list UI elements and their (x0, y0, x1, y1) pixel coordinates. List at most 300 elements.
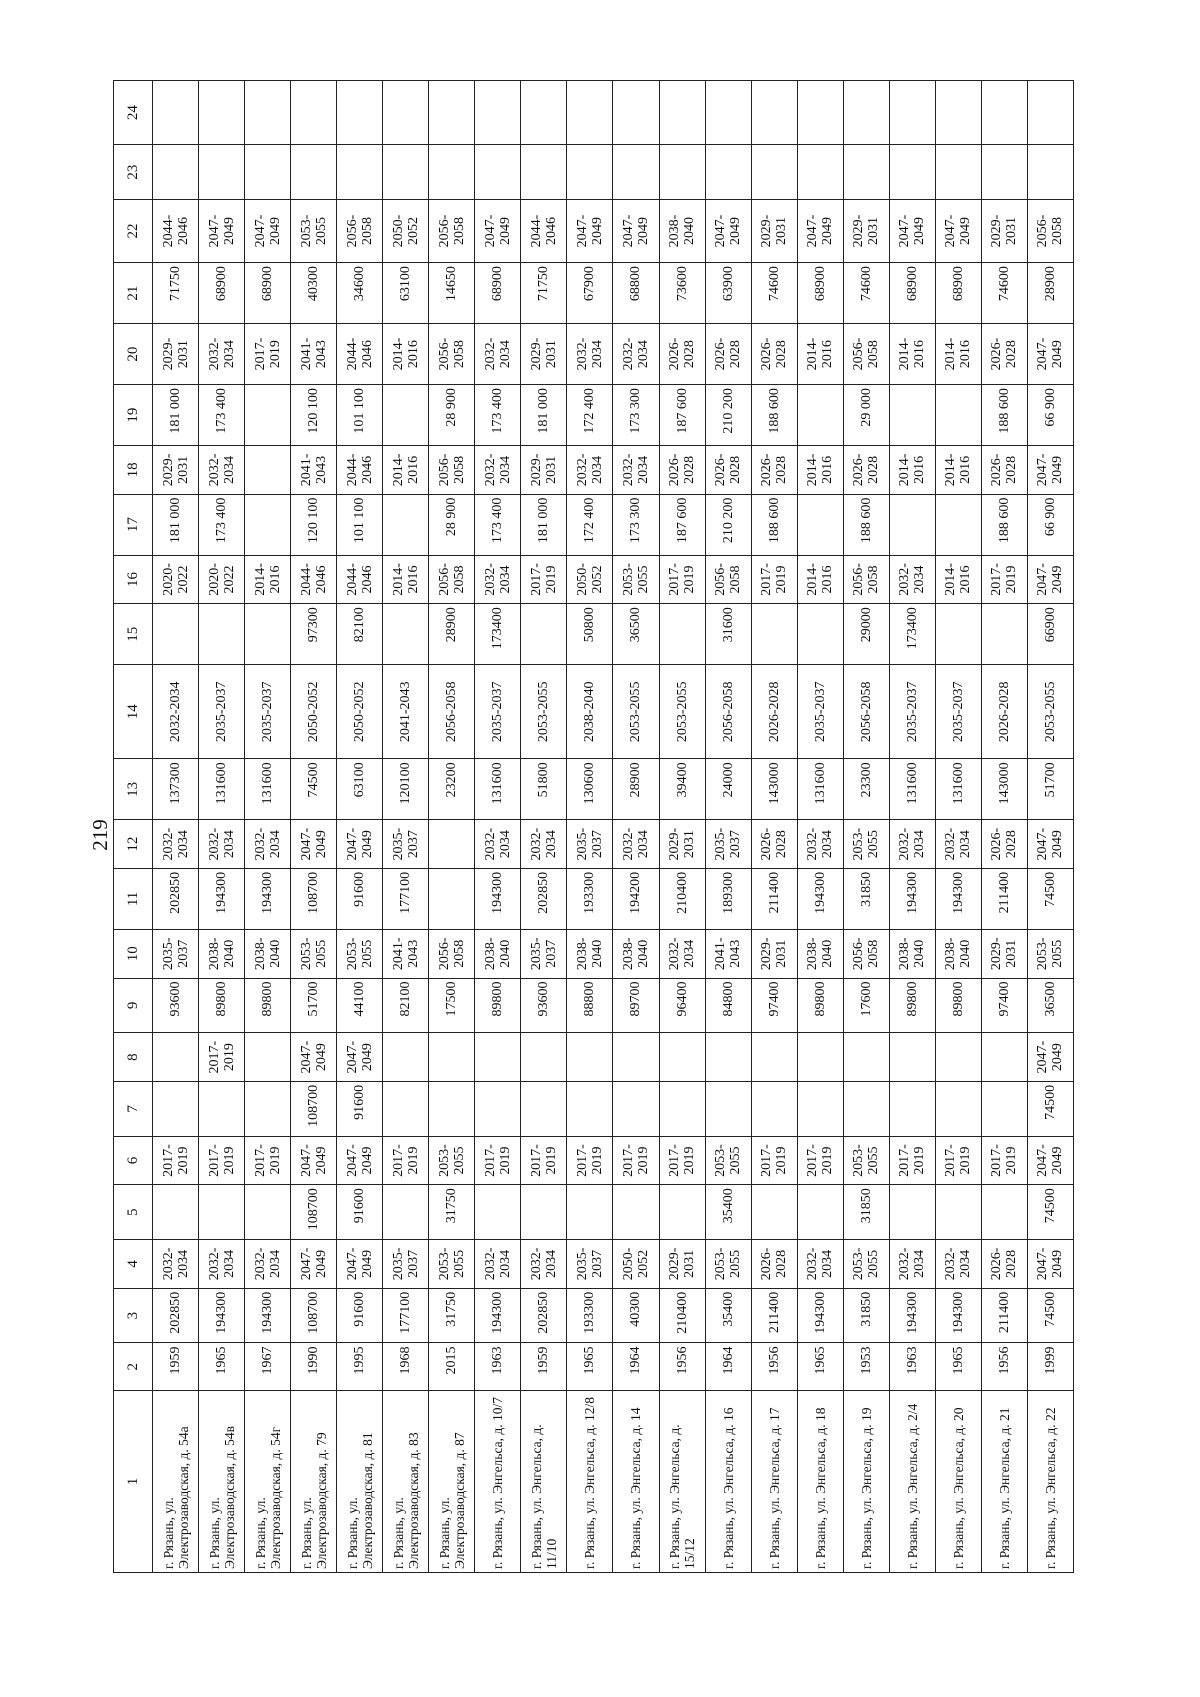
table-cell: 36500 (613, 604, 659, 665)
table-cell: 137300 (153, 759, 199, 820)
table-cell: 202850 (521, 868, 567, 929)
table-cell: 194300 (199, 868, 245, 929)
table-cell (797, 1185, 843, 1240)
table-cell: 2026-2028 (751, 665, 797, 759)
table-cell (475, 145, 521, 200)
table-cell: 2047-2049 (199, 200, 245, 263)
table-cell: 2047-2049 (1027, 555, 1073, 604)
table-cell (567, 1185, 613, 1240)
table-cell: 2035-2037 (245, 665, 291, 759)
table-cell: 1963 (475, 1343, 521, 1391)
table-cell: 2017-2019 (935, 1136, 981, 1185)
table-cell: 2029-2031 (659, 820, 705, 869)
table-cell: 68900 (935, 263, 981, 324)
table-cell: 2026-2028 (659, 324, 705, 385)
table-cell: 1965 (199, 1343, 245, 1391)
address-cell: г. Рязань, ул. Энгельса, д. 21 (981, 1391, 1027, 1573)
table-cell (659, 1081, 705, 1136)
address-cell: г. Рязань, ул. Электрозаводская, д. 81 (337, 1391, 383, 1573)
table-cell: 2047-2049 (567, 200, 613, 263)
table-cell: 2041-2043 (705, 929, 751, 978)
column-header-15: 15 (114, 604, 153, 665)
table-cell: 2056-2058 (843, 929, 889, 978)
table-cell (245, 1033, 291, 1082)
table-cell: 2056-2058 (429, 446, 475, 495)
table-cell: 2056-2058 (429, 555, 475, 604)
table-cell: 143000 (981, 759, 1027, 820)
table-row (199, 81, 245, 1573)
table-cell: 1959 (153, 1343, 199, 1391)
column-header-6: 6 (114, 1136, 153, 1185)
table-cell: 74500 (1027, 868, 1073, 929)
table-cell: 89800 (475, 978, 521, 1033)
table-cell: 187 600 (659, 385, 705, 446)
table-cell: 210400 (659, 868, 705, 929)
table-cell: 71750 (521, 263, 567, 324)
table-cell: 2026-2028 (751, 446, 797, 495)
table-cell: 194300 (935, 868, 981, 929)
table-cell (751, 1185, 797, 1240)
table-cell: 2050-2052 (337, 665, 383, 759)
table-cell: 194300 (797, 868, 843, 929)
table-cell: 2047-2049 (935, 200, 981, 263)
table-cell (429, 1033, 475, 1082)
table-cell (245, 604, 291, 665)
address-cell: г. Рязань, ул. Энгельса, д. 18 (797, 1391, 843, 1573)
table-cell: 2056-2058 (705, 555, 751, 604)
table-cell: 2017-2019 (153, 1136, 199, 1185)
table-cell (613, 1033, 659, 1082)
table-cell: 2047-2049 (337, 820, 383, 869)
table-cell (567, 1081, 613, 1136)
table-cell: 187 600 (659, 494, 705, 555)
table-cell: 2056-2058 (705, 665, 751, 759)
table-cell (659, 1033, 705, 1082)
table-cell: 108700 (291, 1081, 337, 1136)
table-cell: 2035-2037 (521, 929, 567, 978)
table-cell: 210400 (659, 1288, 705, 1343)
address-cell: г. Рязань, ул. Энгельса, д. 22 (1027, 1391, 1073, 1573)
table-cell (889, 494, 935, 555)
table-cell: 2050-2052 (613, 1240, 659, 1289)
table-cell: 1967 (245, 1343, 291, 1391)
table-cell: 181 000 (153, 494, 199, 555)
table-cell: 97400 (981, 978, 1027, 1033)
table-cell: 91600 (337, 868, 383, 929)
table-cell (843, 145, 889, 200)
table-cell: 2044-2046 (337, 555, 383, 604)
table-cell: 2035-2037 (383, 1240, 429, 1289)
table-cell (981, 1185, 1027, 1240)
table-cell: 2014-2016 (245, 555, 291, 604)
table-cell (521, 1033, 567, 1082)
table-cell: 40300 (613, 1288, 659, 1343)
table-cell (521, 1081, 567, 1136)
table-cell: 2032-2034 (613, 820, 659, 869)
table-cell: 2014-2016 (889, 324, 935, 385)
column-header-2: 2 (114, 1343, 153, 1391)
table-cell: 63100 (383, 263, 429, 324)
table-cell: 2056-2058 (843, 324, 889, 385)
table-cell: 2026-2028 (705, 324, 751, 385)
table-row (383, 81, 429, 1573)
table-cell (935, 81, 981, 145)
table-cell: 2047-2049 (337, 1240, 383, 1289)
table-cell: 91600 (337, 1081, 383, 1136)
table-cell: 2053-2055 (291, 200, 337, 263)
table-cell: 2047-2049 (797, 200, 843, 263)
column-header-24: 24 (114, 81, 153, 145)
table-cell: 2047-2049 (291, 1240, 337, 1289)
table-cell (797, 145, 843, 200)
table-cell: 2032-2034 (153, 820, 199, 869)
table-row (843, 81, 889, 1573)
table-cell: 2053-2055 (659, 665, 705, 759)
table-cell: 2032-2034 (475, 820, 521, 869)
table-cell: 2032-2034 (199, 1240, 245, 1289)
table-cell: 2029-2031 (751, 929, 797, 978)
table-cell: 131600 (199, 759, 245, 820)
table-cell: 194300 (199, 1288, 245, 1343)
table-cell: 17600 (843, 978, 889, 1033)
table-cell: 84800 (705, 978, 751, 1033)
table-cell (383, 1185, 429, 1240)
table-cell (843, 1033, 889, 1082)
table-cell: 2053-2055 (843, 1240, 889, 1289)
table-cell: 2029-2031 (659, 1240, 705, 1289)
table-cell: 2020-2022 (199, 555, 245, 604)
table-cell: 1956 (981, 1343, 1027, 1391)
table-cell: 173 400 (199, 494, 245, 555)
table-cell: 108700 (291, 868, 337, 929)
table-cell (659, 1185, 705, 1240)
table-cell: 2017-2019 (245, 1136, 291, 1185)
table-cell: 2032-2034 (245, 1240, 291, 1289)
table-cell: 108700 (291, 1185, 337, 1240)
table-cell: 1995 (337, 1343, 383, 1391)
table-cell: 39400 (659, 759, 705, 820)
table-cell (245, 446, 291, 495)
address-cell: г. Рязань, ул. Электрозаводская, д. 54в (199, 1391, 245, 1573)
table-cell: 2026-2028 (751, 820, 797, 869)
table-cell: 211400 (751, 868, 797, 929)
table-cell: 2029-2031 (153, 324, 199, 385)
table-cell: 2014-2016 (383, 324, 429, 385)
table-cell: 89800 (199, 978, 245, 1033)
table-cell: 2041-2043 (383, 929, 429, 978)
table-cell (245, 145, 291, 200)
table-cell (245, 494, 291, 555)
table-cell (199, 604, 245, 665)
table-cell (245, 1185, 291, 1240)
table-cell (613, 1081, 659, 1136)
table-cell (199, 1081, 245, 1136)
table-cell (981, 604, 1027, 665)
table-cell: 2053-2055 (337, 929, 383, 978)
table-row (659, 81, 705, 1573)
table-cell: 211400 (751, 1288, 797, 1343)
table-cell: 194300 (889, 1288, 935, 1343)
table-cell: 68900 (475, 263, 521, 324)
table-cell: 23200 (429, 759, 475, 820)
data-table (113, 80, 1074, 1573)
table-row (429, 81, 475, 1573)
table-cell: 2056-2058 (429, 200, 475, 263)
table-cell: 97400 (751, 978, 797, 1033)
table-cell: 2056-2058 (429, 929, 475, 978)
table-cell: 2044-2046 (337, 446, 383, 495)
table-cell: 2053-2055 (291, 929, 337, 978)
table-cell: 194300 (475, 868, 521, 929)
table-cell (935, 385, 981, 446)
table-cell: 2056-2058 (337, 200, 383, 263)
table-cell: 2017-2019 (981, 555, 1027, 604)
address-cell: г. Рязань, ул. Энгельса, д. 16 (705, 1391, 751, 1573)
table-cell: 89800 (889, 978, 935, 1033)
table-cell: 2017-2019 (199, 1033, 245, 1082)
table-cell: 101 100 (337, 385, 383, 446)
table-cell (475, 1081, 521, 1136)
table-cell: 66 900 (1027, 385, 1073, 446)
table-cell: 2035-2037 (889, 665, 935, 759)
table-cell: 2029-2031 (153, 446, 199, 495)
table-cell: 2032-2034 (889, 555, 935, 604)
table-cell (981, 81, 1027, 145)
table-cell: 2035-2037 (153, 929, 199, 978)
table-cell: 173 300 (613, 494, 659, 555)
table-cell (843, 81, 889, 145)
table-cell: 2026-2028 (981, 1240, 1027, 1289)
table-cell: 2014-2016 (797, 555, 843, 604)
table-cell: 2047-2049 (337, 1033, 383, 1082)
table-cell: 2017-2019 (981, 1136, 1027, 1185)
table-cell: 51700 (291, 978, 337, 1033)
table-cell (843, 1081, 889, 1136)
table-cell: 2026-2028 (705, 446, 751, 495)
table-cell: 2056-2058 (843, 665, 889, 759)
table-cell: 188 600 (751, 385, 797, 446)
table-cell: 74500 (1027, 1185, 1073, 1240)
table-cell: 188 600 (751, 494, 797, 555)
page-number: 219 (88, 819, 112, 851)
table-cell: 51800 (521, 759, 567, 820)
table-cell (521, 1185, 567, 1240)
table-cell: 66900 (1027, 604, 1073, 665)
table-cell (429, 1081, 475, 1136)
table-cell: 63900 (705, 263, 751, 324)
table-cell: 181 000 (521, 385, 567, 446)
table-cell: 2032-2034 (521, 1240, 567, 1289)
column-header-20: 20 (114, 324, 153, 385)
table-cell (935, 494, 981, 555)
table-cell (153, 81, 199, 145)
table-cell: 188 600 (981, 385, 1027, 446)
table-cell (245, 81, 291, 145)
table-cell: 2035-2037 (935, 665, 981, 759)
table-cell: 89800 (245, 978, 291, 1033)
table-cell: 2017-2019 (245, 324, 291, 385)
table-cell: 2050-2052 (383, 200, 429, 263)
table-cell: 101 100 (337, 494, 383, 555)
table-cell: 1990 (291, 1343, 337, 1391)
table-cell: 74500 (291, 759, 337, 820)
table-cell: 1999 (1027, 1343, 1073, 1391)
table-cell: 2047-2049 (705, 200, 751, 263)
table-cell: 2044-2046 (291, 555, 337, 604)
table-cell: 2035-2037 (475, 665, 521, 759)
table-cell: 2032-2034 (613, 446, 659, 495)
table-cell: 2014-2016 (383, 446, 429, 495)
table-cell: 172 400 (567, 494, 613, 555)
table-cell: 2047-2049 (1027, 1240, 1073, 1289)
table-cell: 2017-2019 (797, 1136, 843, 1185)
table-cell: 2041-2043 (383, 665, 429, 759)
table-cell: 93600 (521, 978, 567, 1033)
table-cell: 2014-2016 (935, 324, 981, 385)
table-cell (153, 145, 199, 200)
table-cell: 89800 (935, 978, 981, 1033)
table-cell: 181 000 (521, 494, 567, 555)
table-cell (705, 1081, 751, 1136)
table-cell: 63100 (337, 759, 383, 820)
table-cell: 2053-2055 (613, 665, 659, 759)
table-cell: 36500 (1027, 978, 1073, 1033)
table-cell (751, 81, 797, 145)
table-row (521, 81, 567, 1573)
table-cell: 120 100 (291, 494, 337, 555)
column-header-10: 10 (114, 929, 153, 978)
table-cell: 24000 (705, 759, 751, 820)
table-cell: 211400 (981, 1288, 1027, 1343)
table-cell (199, 81, 245, 145)
table-cell: 2032-2034 (199, 324, 245, 385)
table-cell: 2015 (429, 1343, 475, 1391)
table-cell: 2047-2049 (245, 200, 291, 263)
table-cell: 194300 (935, 1288, 981, 1343)
table-cell: 2017-2019 (751, 1136, 797, 1185)
table-cell: 2053-2055 (613, 555, 659, 604)
table-cell: 2047-2049 (291, 1033, 337, 1082)
address-cell: г. Рязань, ул. Энгельса, д. 19 (843, 1391, 889, 1573)
table-cell: 2017-2019 (613, 1136, 659, 1185)
table-cell: 202850 (521, 1288, 567, 1343)
table-cell (659, 604, 705, 665)
table-cell: 2032-2034 (797, 820, 843, 869)
table-cell: 68800 (613, 263, 659, 324)
table-cell: 29000 (843, 604, 889, 665)
table-cell: 173400 (475, 604, 521, 665)
table-cell (751, 1081, 797, 1136)
table-cell: 2032-2034 (935, 1240, 981, 1289)
table-cell: 131600 (889, 759, 935, 820)
table-cell (291, 81, 337, 145)
address-cell: г. Рязань, ул. Энгельса, д. 2/4 (889, 1391, 935, 1573)
table-cell (153, 1081, 199, 1136)
address-cell: г. Рязань, ул. Энгельса, д. 12/8 (567, 1391, 613, 1573)
table-cell: 1964 (613, 1343, 659, 1391)
table-cell: 2047-2049 (1027, 324, 1073, 385)
table-cell (383, 385, 429, 446)
table-cell: 2017-2019 (521, 1136, 567, 1185)
table-cell: 2026-2028 (981, 665, 1027, 759)
table-cell: 2053-2055 (429, 1136, 475, 1185)
column-header-14: 14 (114, 665, 153, 759)
address-cell: г. Рязань, ул. Энгельса, д. 10/7 (475, 1391, 521, 1573)
table-cell (383, 81, 429, 145)
table-cell: 2038-2040 (475, 929, 521, 978)
table-cell: 31850 (843, 868, 889, 929)
table-row (1027, 81, 1073, 1573)
table-cell: 2038-2040 (889, 929, 935, 978)
table-cell: 173 400 (475, 494, 521, 555)
table-cell: 2032-2034 (245, 820, 291, 869)
table-cell: 193300 (567, 868, 613, 929)
table-row (567, 81, 613, 1573)
table-cell (245, 385, 291, 446)
table-cell (705, 81, 751, 145)
table-cell: 74600 (751, 263, 797, 324)
table-cell: 23300 (843, 759, 889, 820)
table-cell: 2032-2034 (797, 1240, 843, 1289)
table-cell: 2032-2034 (153, 1240, 199, 1289)
table-cell: 2029-2031 (521, 324, 567, 385)
table-cell: 97300 (291, 604, 337, 665)
table-cell: 172 400 (567, 385, 613, 446)
table-cell (383, 1081, 429, 1136)
column-header-22: 22 (114, 200, 153, 263)
table-row (889, 81, 935, 1573)
table-cell: 1964 (705, 1343, 751, 1391)
address-cell: г. Рязань, ул. Энгельса, д. 14 (613, 1391, 659, 1573)
table-cell: 68900 (797, 263, 843, 324)
table-cell: 2044-2046 (153, 200, 199, 263)
table-cell: 2047-2049 (1027, 1136, 1073, 1185)
table-cell (751, 1033, 797, 1082)
table-cell: 2014-2016 (797, 324, 843, 385)
table-cell: 1965 (567, 1343, 613, 1391)
address-cell: г. Рязань, ул. Энгельса, д. 20 (935, 1391, 981, 1573)
table-cell (797, 1081, 843, 1136)
table-cell: 2038-2040 (659, 200, 705, 263)
table-cell (383, 604, 429, 665)
table-cell: 173400 (889, 604, 935, 665)
table-cell: 1956 (751, 1343, 797, 1391)
table-cell: 2017-2019 (659, 1136, 705, 1185)
header-row (114, 81, 153, 1573)
table-cell: 1968 (383, 1343, 429, 1391)
table-cell: 202850 (153, 868, 199, 929)
table-cell: 2038-2040 (567, 929, 613, 978)
table-cell: 40300 (291, 263, 337, 324)
table-cell: 2047-2049 (337, 1136, 383, 1185)
table-cell (475, 81, 521, 145)
table-cell: 2044-2046 (521, 200, 567, 263)
table-cell: 2029-2031 (981, 200, 1027, 263)
table-cell (521, 604, 567, 665)
table-cell: 2038-2040 (797, 929, 843, 978)
table-cell: 2038-2040 (245, 929, 291, 978)
table-cell: 194300 (797, 1288, 843, 1343)
table-cell (797, 604, 843, 665)
table-cell: 2038-2040 (567, 665, 613, 759)
table-cell: 194300 (245, 1288, 291, 1343)
table-cell: 173 300 (613, 385, 659, 446)
table-cell (567, 1033, 613, 1082)
table-cell: 74600 (981, 263, 1027, 324)
table-cell (383, 494, 429, 555)
column-header-9: 9 (114, 978, 153, 1033)
rotated-table-container (113, 80, 1074, 1573)
